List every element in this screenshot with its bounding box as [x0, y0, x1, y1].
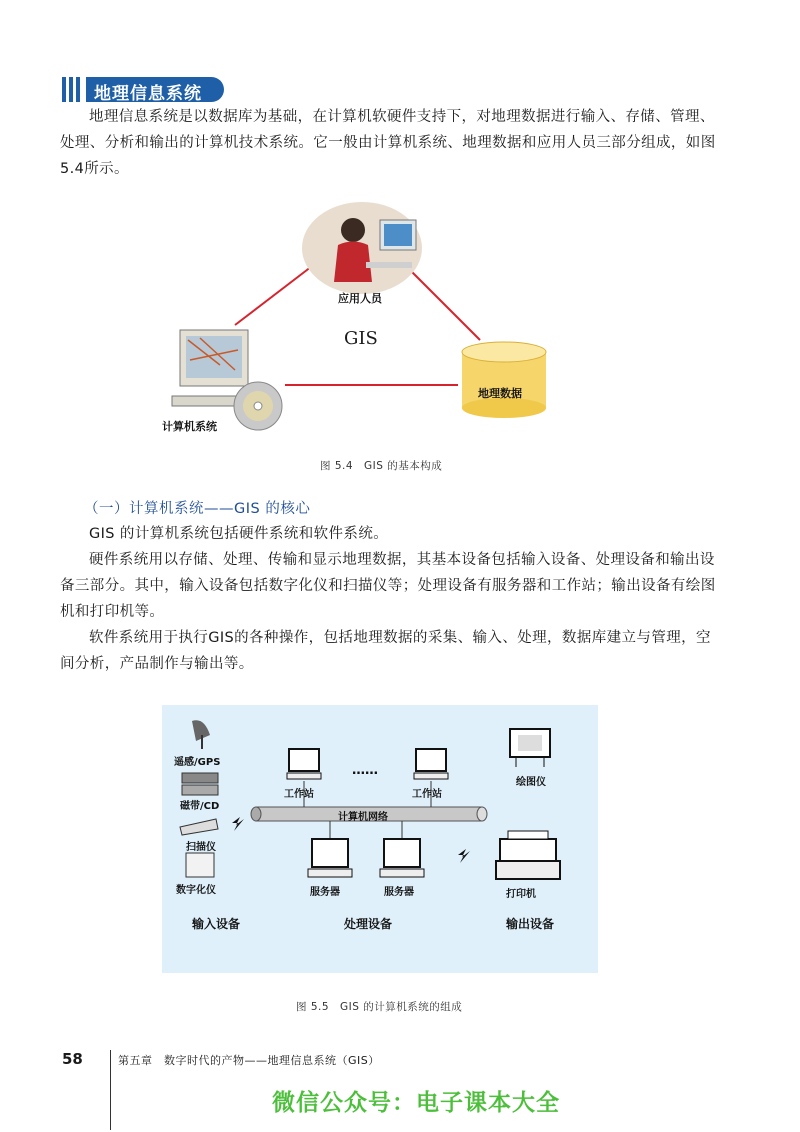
link-icon-left — [232, 817, 244, 831]
figure-gis-components — [140, 200, 580, 440]
label-computer-system: 计算机系统 — [162, 420, 217, 433]
paragraph-1: GIS 的计算机系统包括硬件系统和软件系统。 — [89, 526, 389, 542]
database-cylinder — [462, 342, 546, 418]
input-item-rs-gps: 遥感/GPS — [174, 757, 221, 768]
group-processing-devices: 处理设备 — [344, 917, 393, 931]
input-item-digitizer: 数字化仪 — [176, 885, 216, 896]
intro-paragraph: 地理信息系统是以数据库为基础，在计算机软硬件支持下，对地理数据进行输入、存储、管理、处理、分析和输出的计算机技术系统。它一般由计算机系统、地理数据和应用人员三部分组成，如图5.4所示。 — [60, 109, 716, 177]
plotter-icon — [510, 729, 550, 767]
page-number: 58 — [62, 1050, 83, 1068]
subsection-title: （一）计算机系统——GIS 的核心 — [84, 501, 311, 517]
figure2-drawing — [162, 705, 598, 973]
figure1-caption: 图 5.4 GIS 的基本构成 — [320, 460, 443, 472]
server-icon-right — [380, 821, 424, 877]
tape-drive-icon — [182, 773, 218, 795]
section-title-banner — [86, 77, 224, 102]
section-header — [62, 74, 232, 104]
output-item-printer: 打印机 — [506, 889, 536, 900]
input-item-scanner: 扫描仪 — [186, 842, 216, 853]
edge-people-computer — [235, 260, 320, 325]
intro-paragraph-block — [60, 104, 720, 182]
printer-icon — [496, 831, 560, 879]
ellipsis: …… — [352, 763, 378, 778]
header-bars-decoration — [62, 77, 84, 102]
gis-center-label: GIS — [344, 328, 378, 349]
workstation-label-left: 工作站 — [284, 789, 314, 800]
satellite-dish-icon — [192, 720, 210, 749]
section-title: 地理信息系统 — [94, 84, 202, 104]
watermark-text: 微信公众号：电子课本大全 — [272, 1090, 560, 1116]
paragraph-3: 软件系统用于执行GIS的各种操作，包括地理数据的采集、输入、处理，数据库建立与管理，空间分析，产品制作与输出等。 — [60, 630, 711, 672]
link-icon-right — [458, 849, 470, 863]
footer-divider — [110, 1050, 111, 1130]
label-people: 应用人员 — [338, 292, 382, 305]
output-item-plotter: 绘图仪 — [516, 777, 546, 788]
server-label-right: 服务器 — [384, 887, 414, 898]
people-photo — [302, 202, 422, 294]
network-label: 计算机网络 — [338, 812, 388, 823]
workstation-label-right: 工作站 — [412, 789, 442, 800]
label-geo-data: 地理数据 — [478, 387, 522, 400]
paragraph-2: 硬件系统用以存储、处理、传输和显示地理数据，其基本设备包括输入设备、处理设备和输出设备三部分。其中，输入设备包括数字化仪和扫描仪等；处理设备有服务器和工作站；输出设备有绘图机和打印机等。 — [60, 552, 716, 620]
figure-gis-diagram — [140, 200, 580, 440]
scanner-icon — [180, 819, 218, 835]
body-paragraphs — [60, 521, 720, 677]
group-input-devices: 输入设备 — [192, 917, 241, 931]
group-output-devices: 输出设备 — [506, 917, 555, 931]
input-item-tape-cd: 磁带/CD — [180, 801, 220, 812]
server-icon-left — [308, 821, 352, 877]
figure2-caption: 图 5.5 GIS 的计算机系统的组成 — [296, 1001, 463, 1013]
computer-illustration — [172, 330, 282, 430]
server-label-left: 服务器 — [310, 887, 340, 898]
figure-computer-system — [162, 705, 598, 973]
digitizer-icon — [186, 853, 214, 877]
chapter-title: 第五章 数字时代的产物——地理信息系统（GIS） — [118, 1054, 380, 1067]
